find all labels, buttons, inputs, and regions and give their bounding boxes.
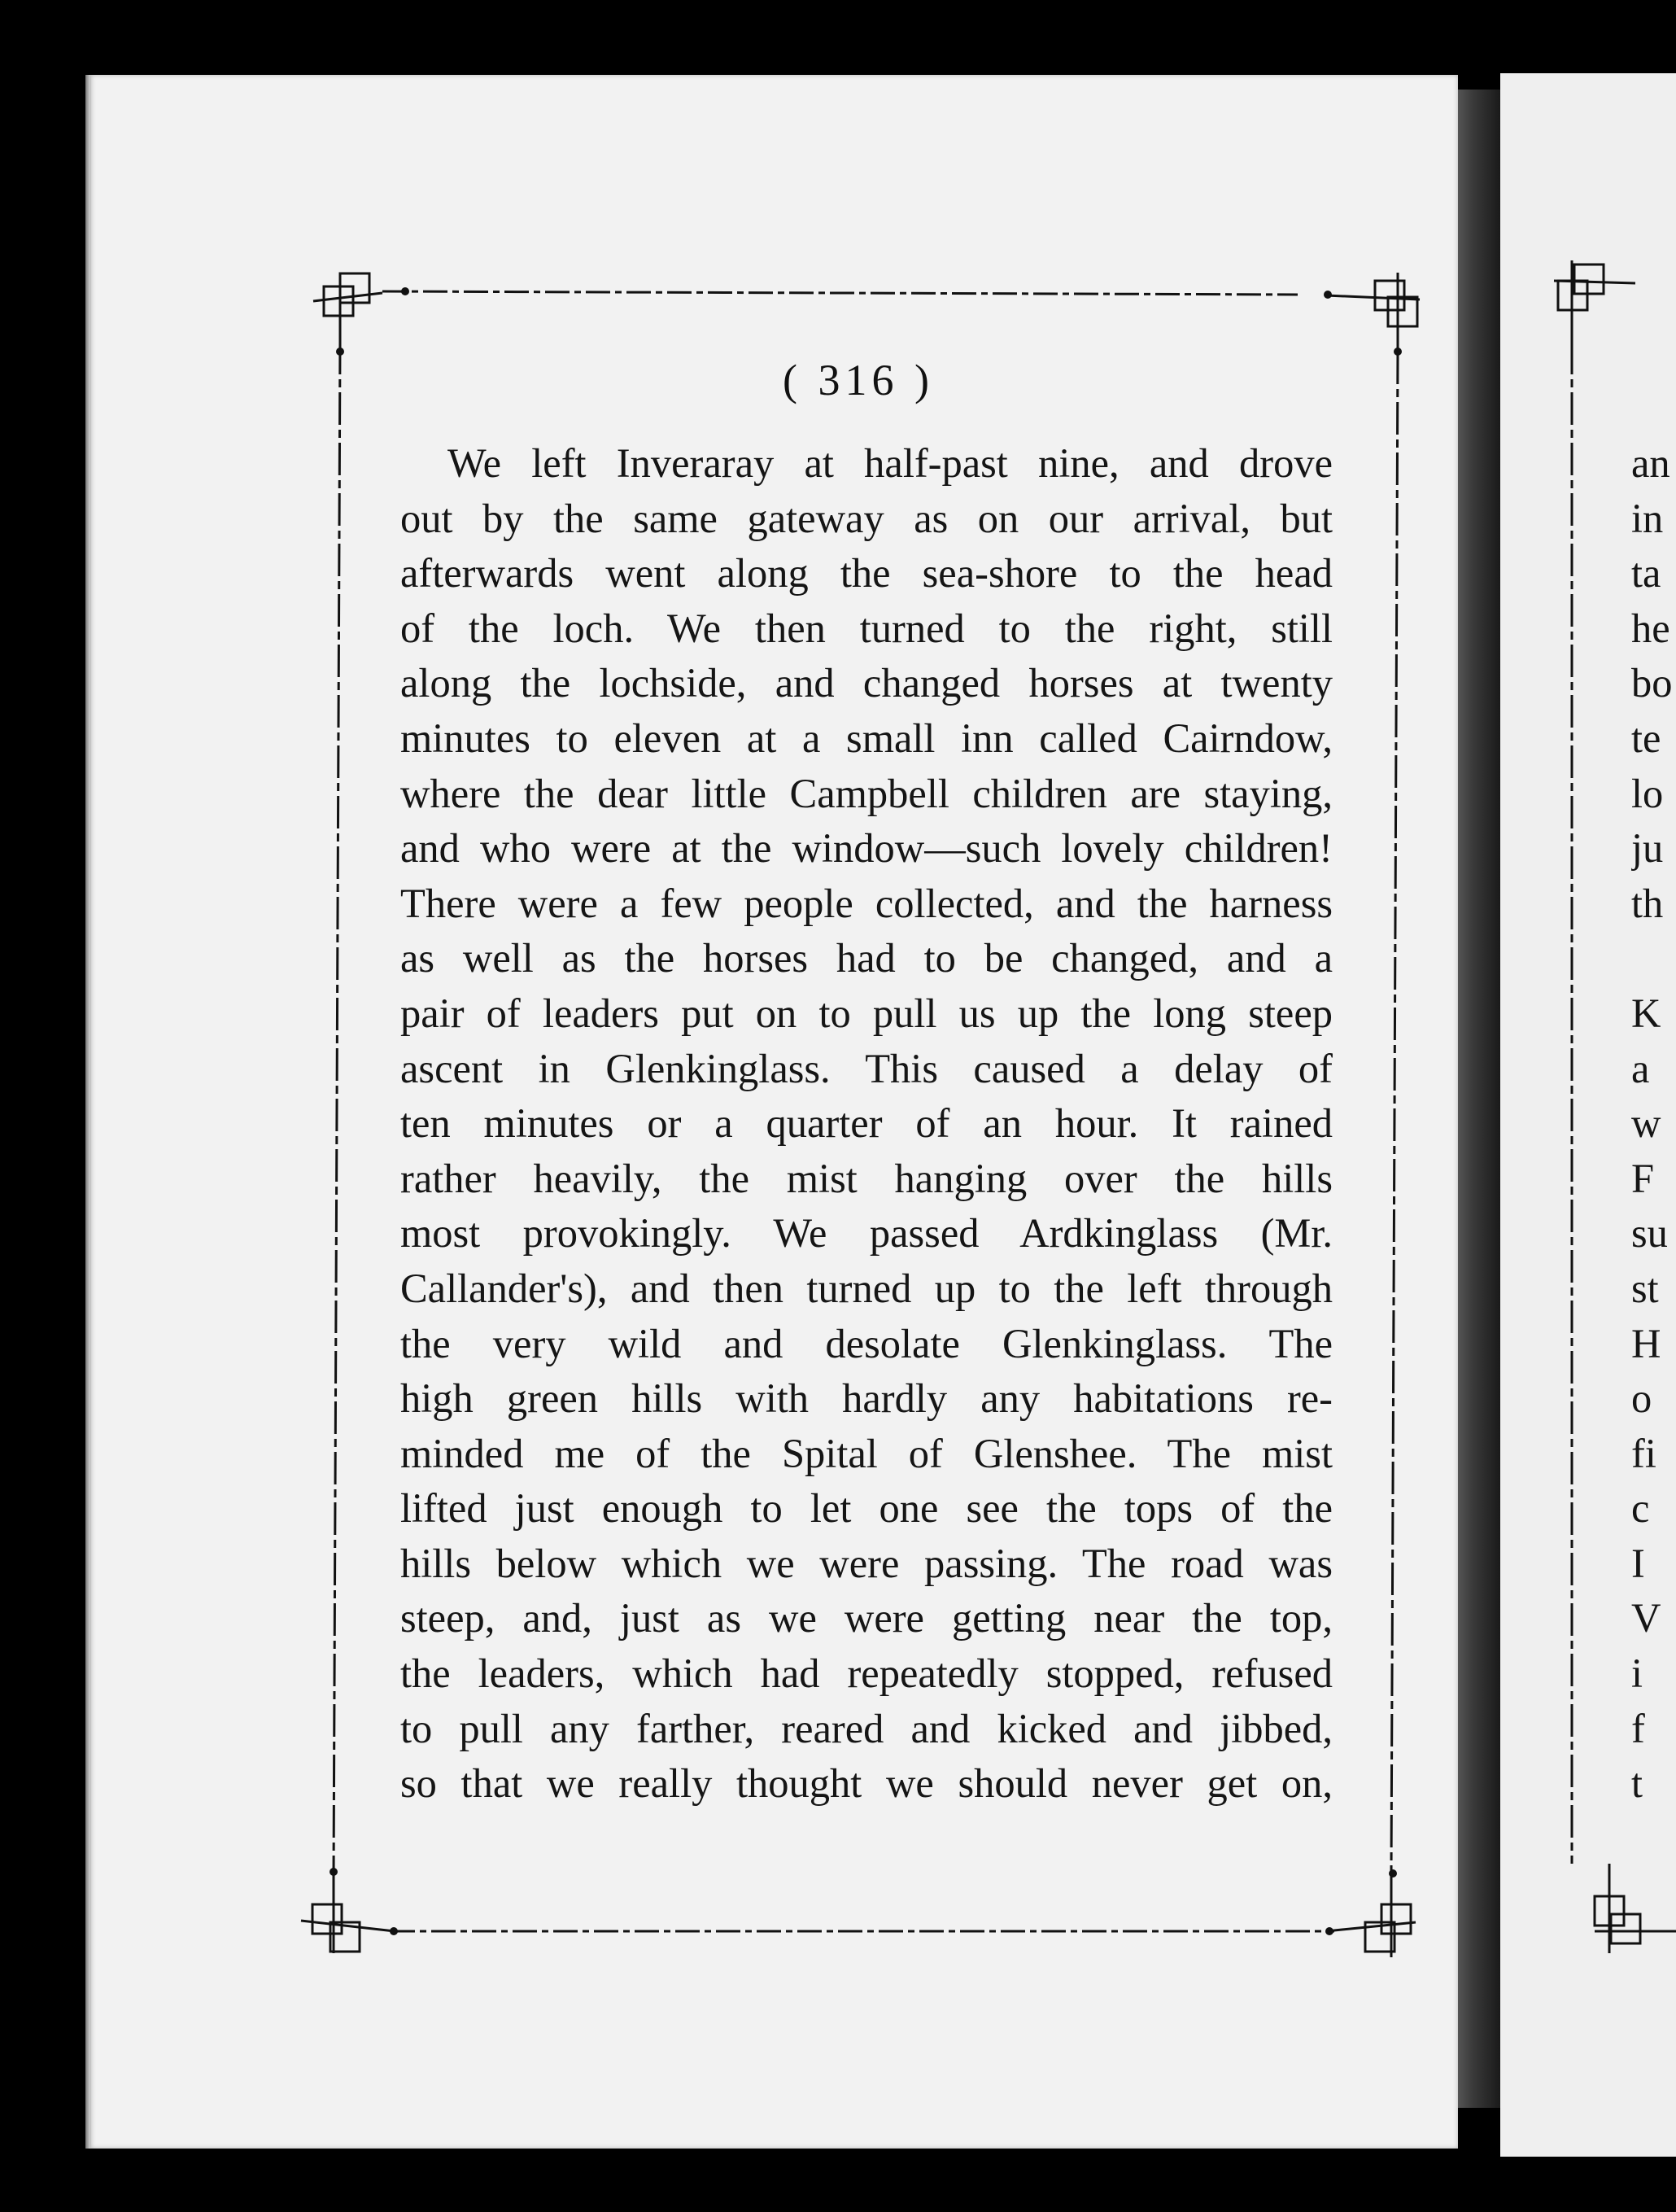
text-fragment: i xyxy=(1631,1650,1643,1697)
border-right-line xyxy=(1391,352,1398,1872)
text-line: the leaders, which had repeatedly stopped, refused xyxy=(400,1650,1333,1697)
text-line: and who were at the window—such lovely children! xyxy=(400,825,1333,872)
text-line: the very wild and desolate Glenkinglass. The xyxy=(400,1320,1333,1366)
text-fragment xyxy=(1631,931,1676,986)
text-line: ascent in Glenkinglass. This caused a delay of xyxy=(400,1045,1333,1091)
corner-ornament-bottom-right xyxy=(1326,1872,1416,1957)
text-line: lifted just enough to let one see the tops of the xyxy=(400,1485,1333,1532)
text-fragment: fi xyxy=(1631,1430,1656,1476)
page-number: ( 316 ) xyxy=(783,356,934,404)
text-line: most provokingly. We passed Ardkinglass (Mr. xyxy=(400,1210,1333,1257)
text-fragment: ju xyxy=(1631,825,1664,872)
text-fragment: I xyxy=(1631,1540,1645,1586)
text-line: steep, and, just as we were getting near the top, xyxy=(400,1595,1333,1642)
text-line: afterwards went along the sea-shore to the head xyxy=(400,550,1333,597)
text-line: high green hills with hardly any habitations re- xyxy=(400,1375,1333,1422)
text-fragment: su xyxy=(1631,1210,1668,1257)
border-left-line xyxy=(334,342,340,1878)
text-fragment: K xyxy=(1631,990,1661,1036)
text-line: of the loch. We then turned to the right, still xyxy=(400,605,1333,651)
text-fragment: f xyxy=(1631,1705,1645,1751)
text-line: as well as the horses had to be changed, and a xyxy=(400,935,1333,981)
text-fragment: F xyxy=(1631,1155,1655,1201)
text-line: minutes to eleven at a small inn called Cairndow, xyxy=(400,715,1333,761)
text-line: along the lochside, and changed horses at twenty xyxy=(400,660,1333,706)
text-line: hills below which we were passing. The road was xyxy=(400,1540,1333,1586)
text-line: pair of leaders put on to pull us up the long steep xyxy=(400,990,1333,1036)
body-text xyxy=(400,436,1333,1812)
text-fragment: an xyxy=(1631,440,1670,486)
text-line: out by the same gateway as on our arrival, but xyxy=(400,495,1333,541)
next-page-text-fragments xyxy=(1631,436,1676,1812)
text-fragment: bo xyxy=(1631,660,1673,706)
border-top-line xyxy=(382,291,1298,295)
text-fragment: te xyxy=(1631,715,1661,761)
text-fragment: th xyxy=(1631,880,1664,926)
text-fragment: lo xyxy=(1631,770,1664,816)
text-line: rather heavily, the mist hanging over the hills xyxy=(400,1155,1333,1201)
text-fragment: in xyxy=(1631,495,1664,541)
text-fragment: V xyxy=(1631,1595,1661,1642)
text-fragment: H xyxy=(1631,1320,1661,1366)
corner-ornament-top-left xyxy=(313,273,382,350)
text-line: ten minutes or a quarter of an hour. It rained xyxy=(400,1100,1333,1147)
text-fragment: w xyxy=(1631,1100,1661,1147)
text-fragment: a xyxy=(1631,1045,1650,1091)
corner-ornament-top-right xyxy=(1326,273,1420,352)
text-fragment: st xyxy=(1631,1265,1659,1311)
text-line: We left Inveraray at half-past nine, and drove xyxy=(447,440,1333,486)
text-line: to pull any farther, reared and kicked and jibbed, xyxy=(400,1705,1333,1751)
text-fragment: o xyxy=(1631,1375,1652,1422)
text-line: Callander's), and then turned up to the left through xyxy=(400,1265,1333,1311)
text-fragment: ta xyxy=(1631,550,1661,597)
text-fragment: t xyxy=(1631,1760,1643,1807)
text-fragment: c xyxy=(1631,1485,1650,1532)
corner-ornament-bottom-left xyxy=(301,1872,395,1953)
text-line: where the dear little Campbell children are staying, xyxy=(400,770,1333,816)
text-fragment: he xyxy=(1631,605,1670,651)
text-line: so that we really thought we should never get on, xyxy=(400,1760,1333,1807)
text-line: minded me of the Spital of Glenshee. The mist xyxy=(400,1430,1333,1476)
text-line: There were a few people collected, and the harness xyxy=(400,880,1333,926)
